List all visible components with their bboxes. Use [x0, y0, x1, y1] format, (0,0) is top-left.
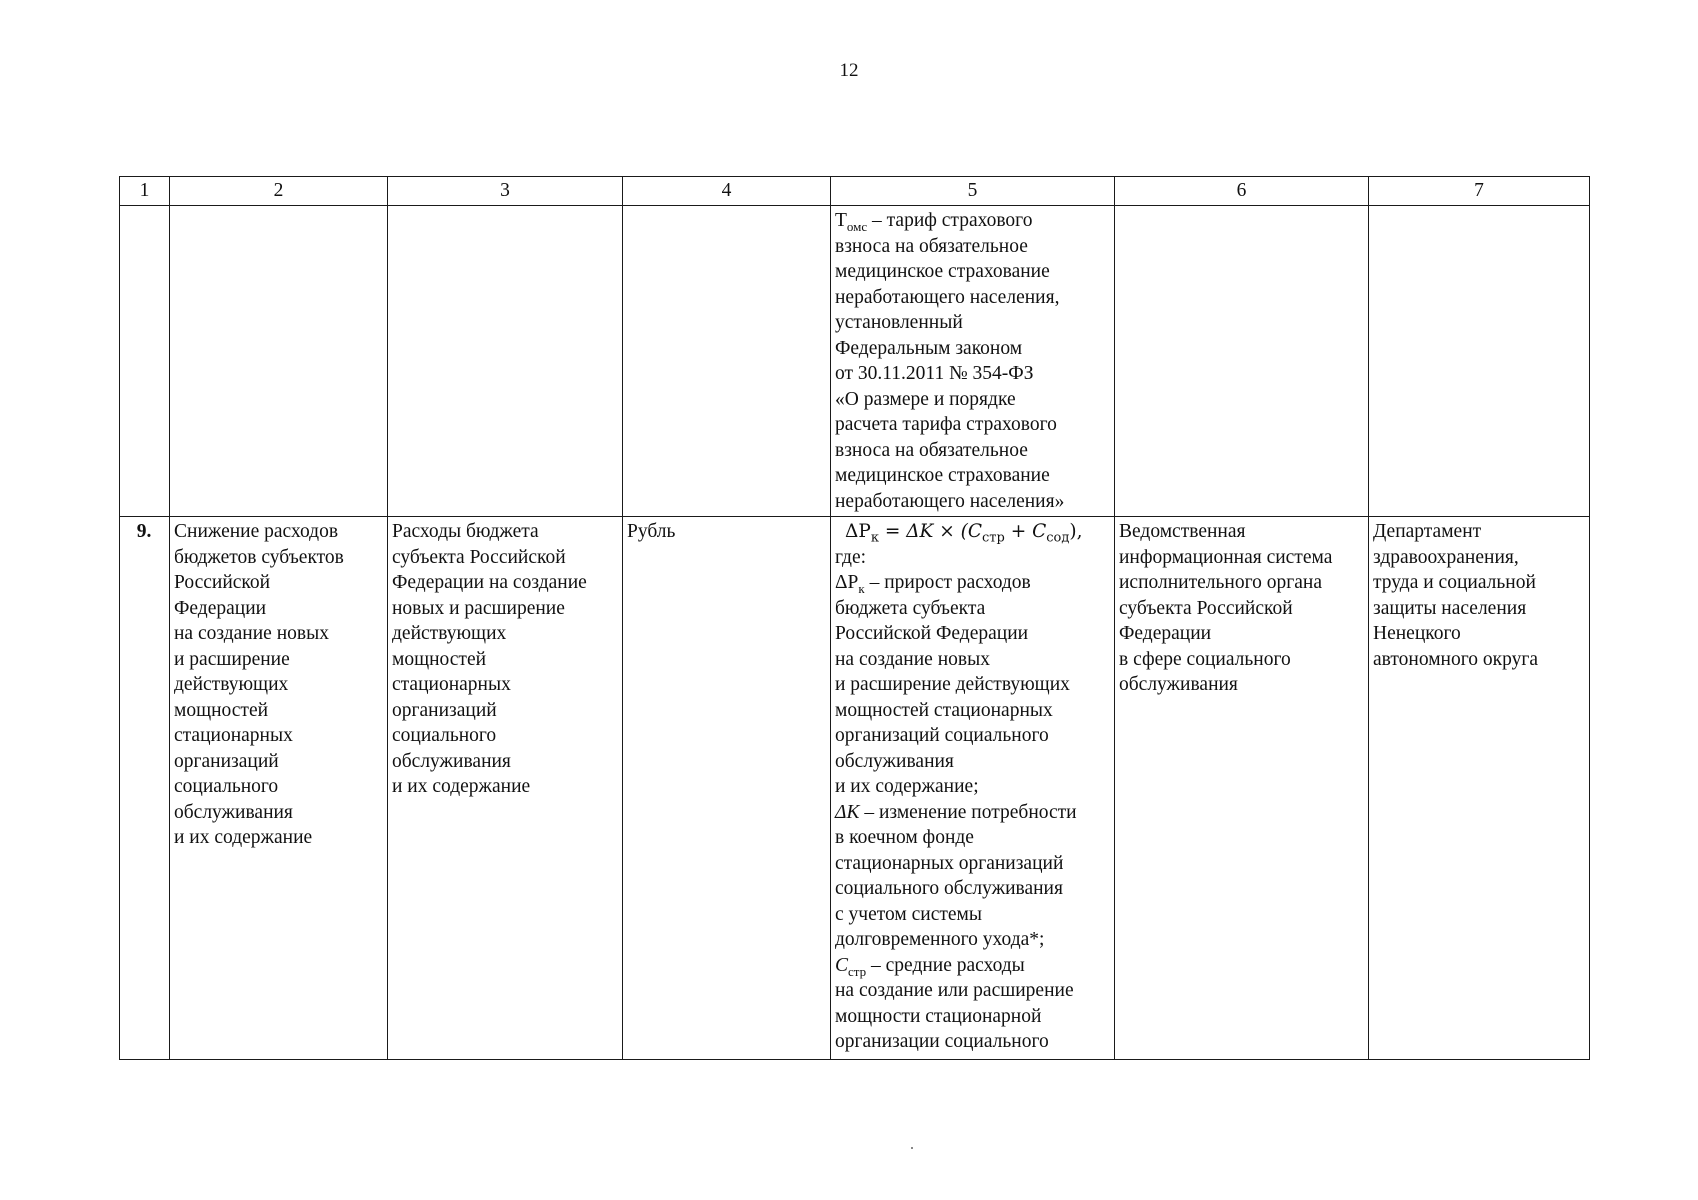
- text-line: стационарных: [392, 674, 511, 695]
- text-line: действующих: [392, 623, 507, 644]
- text-line: организаций: [174, 750, 279, 772]
- text-line: социального обслуживания: [835, 878, 1063, 899]
- formula-subscript: стр: [982, 530, 1005, 546]
- text-line: мощностей: [392, 648, 487, 670]
- text-line: организации социального: [835, 1031, 1049, 1052]
- definition-line: [835, 800, 1109, 826]
- text-line: действующих: [174, 674, 289, 695]
- definition-line: [835, 953, 1109, 979]
- text-line: и их содержание: [392, 776, 531, 797]
- text-line: медицинское страхование: [835, 465, 1050, 486]
- definition-tomc: [835, 208, 1109, 234]
- text-line: неработающего населения,: [835, 286, 1060, 308]
- text-line: Ведомственная: [1119, 521, 1246, 542]
- header-row: [120, 177, 1590, 206]
- definition-text: – прирост расходов: [864, 572, 1031, 593]
- text-line: стационарных организаций: [835, 852, 1064, 874]
- indicators-table: [119, 176, 1590, 1060]
- symbol: ΔР: [835, 572, 859, 593]
- symbol: ΔK: [835, 801, 860, 823]
- empty-cell: [1115, 206, 1369, 517]
- formula-symbol: C: [1032, 521, 1047, 542]
- header-cell: 6: [1115, 177, 1369, 206]
- symbol-subscript: омс: [846, 218, 868, 234]
- text-line: бюджета субъекта: [835, 597, 986, 619]
- text-line: где:: [835, 546, 867, 568]
- symbol-subscript: к: [858, 580, 865, 596]
- text-line: долговременного ухода*;: [835, 929, 1045, 950]
- empty-cell: [1369, 206, 1590, 517]
- text-line: информационная система: [1119, 546, 1333, 568]
- text-line: и их содержание: [174, 827, 313, 848]
- text-line: обслуживания: [1119, 674, 1238, 695]
- text-line: и их содержание;: [835, 776, 979, 797]
- calculation-method-cell: [831, 517, 1115, 1060]
- text-line: Федерации: [1119, 623, 1212, 644]
- header-cell: 7: [1369, 177, 1590, 206]
- text-line: здравоохранения,: [1373, 546, 1519, 568]
- text-line: Федерации: [174, 597, 267, 619]
- header-cell: 2: [170, 177, 388, 206]
- indicator-name-cell: [170, 517, 388, 1060]
- formula-symbol: C: [967, 521, 983, 542]
- indicator-definition-cell: [388, 517, 623, 1060]
- empty-cell: [388, 206, 623, 517]
- text-line: и расширение действующих: [835, 674, 1070, 695]
- symbol: C: [835, 954, 849, 976]
- definition-text: – средние расходы: [866, 954, 1025, 976]
- definition-text: – тариф страхового: [867, 210, 1033, 231]
- symbol-t: Т: [835, 210, 847, 231]
- text-line: от 30.11.2011 № 354-ФЗ: [835, 363, 1034, 384]
- text-line: Ненецкого: [1373, 623, 1461, 644]
- text-line: «О размере и порядке: [835, 388, 1016, 410]
- unit-cell: Рубль: [623, 517, 831, 1060]
- header-cell: 3: [388, 177, 623, 206]
- text-line: на создание новых: [835, 648, 990, 670]
- calculation-method-cell: [831, 206, 1115, 517]
- formula-lhs: ΔP: [845, 521, 871, 542]
- row-number: 9.: [120, 517, 170, 1060]
- text-line: труда и социальной: [1373, 572, 1536, 593]
- text-line: стационарных: [174, 725, 293, 746]
- text-line: обслуживания: [174, 801, 293, 823]
- text-line: бюджетов субъектов: [174, 546, 344, 568]
- text-line: субъекта Российской: [392, 546, 566, 568]
- text-line: с учетом системы: [835, 903, 982, 925]
- text-line: мощностей: [174, 699, 269, 721]
- text-line: в сфере социального: [1119, 648, 1291, 670]
- table-row: [120, 517, 1590, 1060]
- text-line: Департамент: [1373, 521, 1482, 542]
- text-line: новых и расширение: [392, 597, 565, 619]
- header-cell: 5: [831, 177, 1115, 206]
- header-cell: 1: [120, 177, 170, 206]
- formula-part: +: [1004, 521, 1033, 542]
- text-line: социального: [174, 776, 279, 797]
- formula-subscript: к: [870, 530, 879, 546]
- symbol-subscript: стр: [848, 963, 867, 979]
- scan-speck: [911, 1147, 913, 1149]
- text-line: на создание или расширение: [835, 980, 1074, 1001]
- text-line: и расширение: [174, 648, 290, 670]
- text-line: обслуживания: [392, 750, 511, 772]
- text-line: организаций социального: [835, 725, 1049, 746]
- text-line: Федеральным законом: [835, 337, 1023, 359]
- text-line: расчета тарифа страхового: [835, 414, 1057, 435]
- data-source-cell: [1115, 517, 1369, 1060]
- text-line: социального: [392, 725, 497, 746]
- text-line: защиты населения: [1373, 597, 1527, 619]
- text-line: медицинское страхование: [835, 261, 1050, 282]
- text-line: Российской: [174, 572, 271, 593]
- text-line: в коечном фонде: [835, 827, 974, 848]
- text-line: субъекта Российской: [1119, 597, 1293, 619]
- text-line: взноса на обязательное: [835, 439, 1028, 461]
- text-line: исполнительного органа: [1119, 572, 1322, 593]
- responsible-body-cell: [1369, 517, 1590, 1060]
- text-line: мощностей стационарных: [835, 699, 1053, 721]
- text-line: организаций: [392, 699, 497, 721]
- text-line: неработающего населения»: [835, 490, 1065, 512]
- text-line: на создание новых: [174, 623, 329, 644]
- text-line: Снижение расходов: [174, 521, 339, 542]
- text-line: автономного округа: [1373, 648, 1538, 670]
- formula-part: = ΔK × (: [878, 521, 968, 542]
- text-line: Расходы бюджета: [392, 521, 539, 542]
- text-line: Российской Федерации: [835, 623, 1029, 644]
- definition-line: [835, 570, 1109, 596]
- header-cell: 4: [623, 177, 831, 206]
- definition-text: – изменение потребности: [859, 801, 1077, 823]
- text-line: мощности стационарной: [835, 1005, 1042, 1027]
- formula-part: ),: [1069, 521, 1083, 542]
- page-number: 12: [839, 60, 859, 81]
- empty-cell: [623, 206, 831, 517]
- text-line: Федерации на создание: [392, 572, 587, 593]
- text-line: взноса на обязательное: [835, 235, 1028, 257]
- formula-subscript: сод: [1046, 530, 1070, 546]
- empty-cell: [120, 206, 170, 517]
- text-line: обслуживания: [835, 750, 954, 772]
- empty-cell: [170, 206, 388, 517]
- text-line: установленный: [835, 312, 963, 333]
- continuation-row: [120, 206, 1590, 517]
- formula: [835, 519, 1109, 545]
